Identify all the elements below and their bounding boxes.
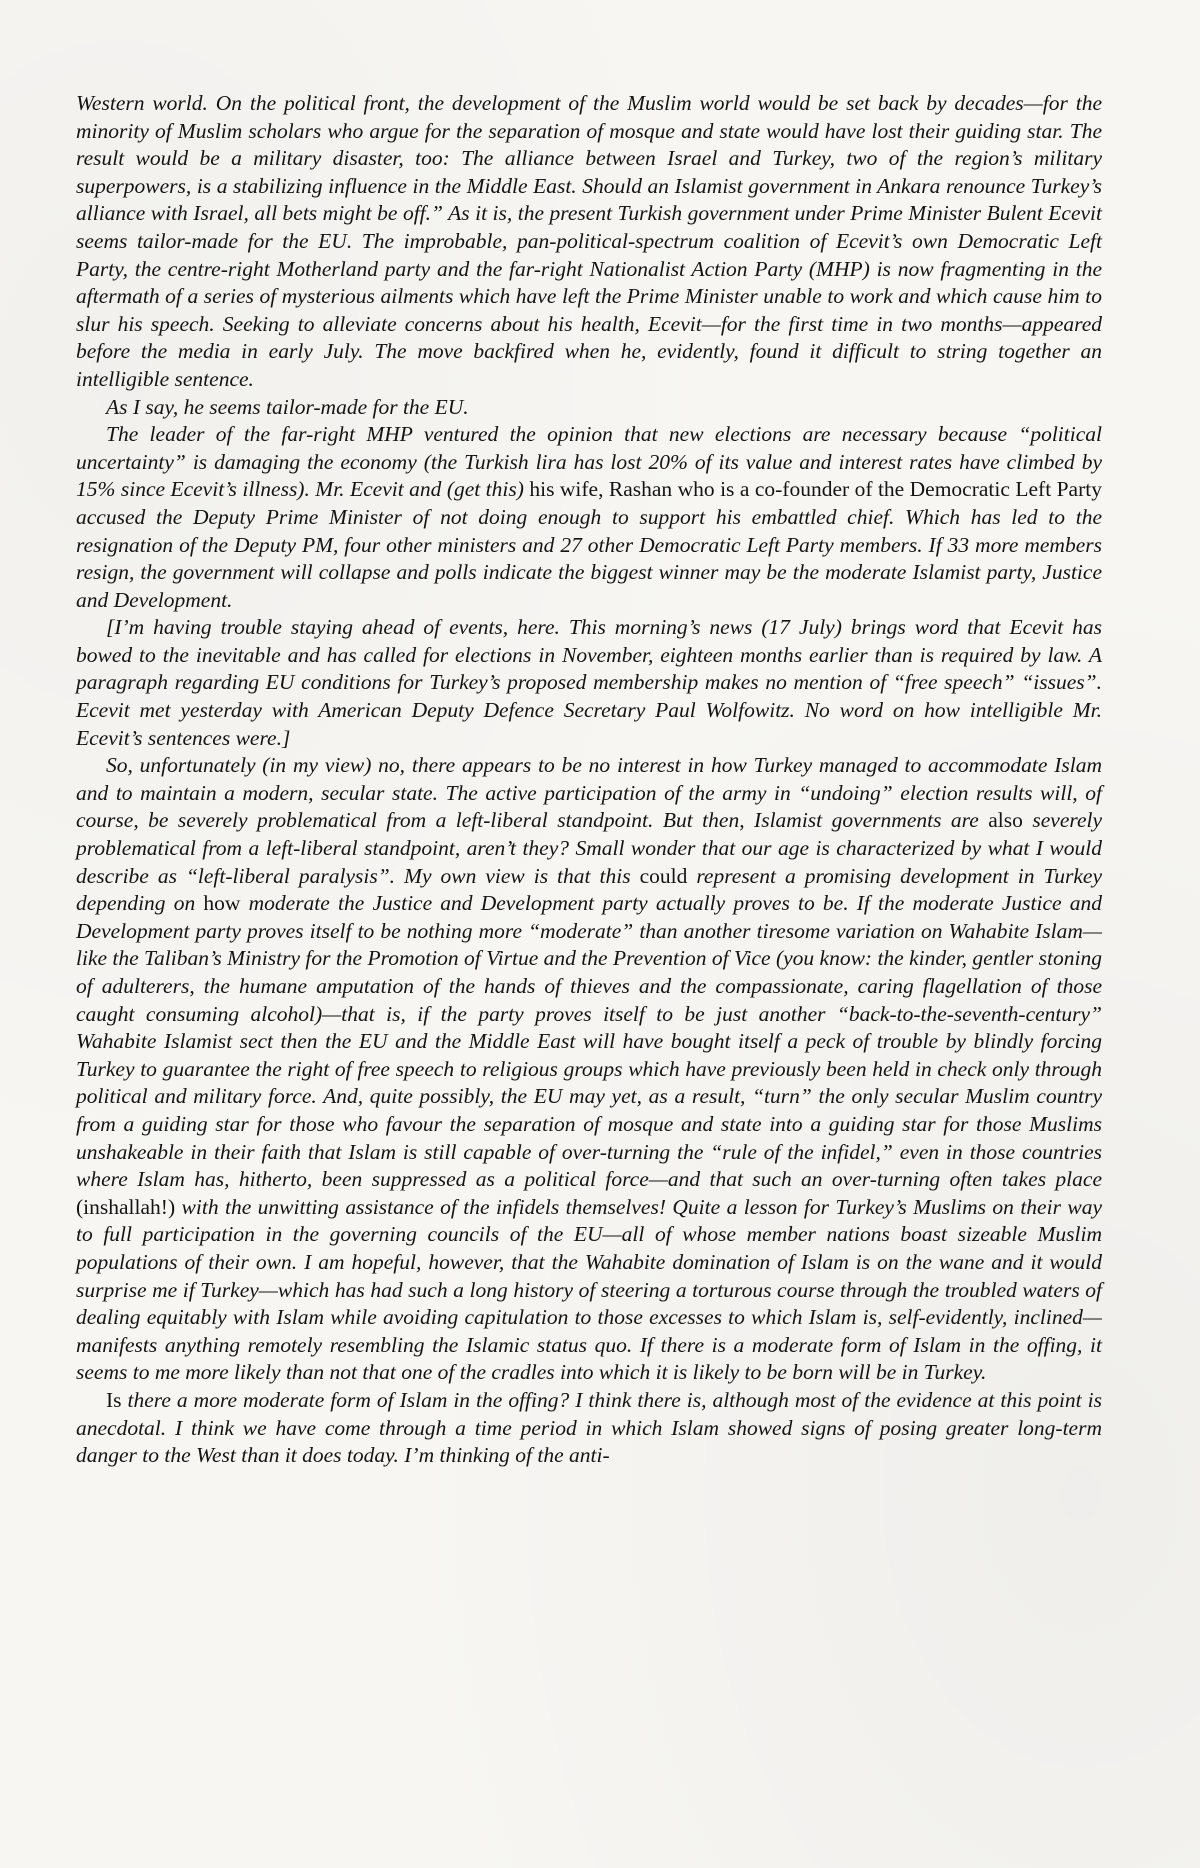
paragraph-4-text: [I’m having trouble staying ahead of events, here. This morning’s news (17 July) brings word that Ecevit has bowed to the inevitable and has called for elections in November, eighteen months earlier than is required by law. A paragraph regarding EU conditions for Turkey’s proposed membership makes no mention of “free speech” “issues”. Ecevit met yesterday with American Deputy Defence Secretary Paul Wolfowitz. No word on how intelligible Mr. Ecevit’s sentences were.] [76, 615, 1102, 750]
paragraph-6-segment-1: Is [106, 1387, 128, 1412]
paragraph-5-segment-1: So, unfortunately (in my view) no, there appears to be no interest in how Turkey managed to accommodate Islam and to maintain a modern, secular state. The active participation of the army in “undoing” election results will, of course, be severely problematical from a left-liberal standpoint. But then, Islamist governments are [76, 753, 1102, 833]
paragraph-1-text: Western world. On the political front, the development of the Muslim world would be set back by decades—for the minority of Muslim scholars who argue for the separation of mosque and state would have lost their guiding star. The result would be a military disaster, too: The alliance between Israel and Turkey, two of the region’s military superpowers, is a stabilizing influence in the Middle East. Should an Islamist government in Ankara renounce Turkey’s alliance with Israel, all bets might be off.” As it is, the present Turkish government under Prime Minister Bulent Ecevit seems tailor-made for the EU. The improbable, pan-political-spectrum coalition of Ecevit’s own Democratic Left Party, the centre-right Motherland party and the far-right Nationalist Action Party (MHP) is now fragmenting in the aftermath of a series of mysterious ailments which have left the Prime Minister unable to work and which cause him to slur his speech. Seeking to alleviate concerns about his health, Ecevit—for the first time in two months—appeared before the media in early July. The move backfired when he, evidently, found it difficult to string together an intelligible sentence. [76, 91, 1102, 391]
paragraph-5 [76, 752, 1102, 1387]
paragraph-4 [76, 614, 1102, 752]
paragraph-5-segment-7: moderate the Justice and Development party actually proves to be. If the moderate Justice and Development party proves itself to be nothing more “moderate” than another tiresome variation on Wahabite Islam—like the Taliban’s Ministry for the Promotion of Virtue and the Prevention of Vice (you know: the kinder, gentler stoning of adulterers, the humane amputation of the hands of thieves and the compassionate, caring flagellation of those caught consuming alcohol)—that is, if the party proves itself to be just another “back-to-the-seventh-century” Wahabite Islamist sect then the EU and the Middle East will have bought itself a peck of trouble by blindly forcing Turkey to guarantee the right of free speech to religious groups which have previously been held in check only through political and military force. And, quite possibly, the EU may yet, as a result, “turn” the only secular Muslim country from a guiding star for those who favour the separation of mosque and state into a guiding star for those Muslims unshakeable in their faith that Islam is still capable of over-turning the “rule of the infidel,” even in those countries where Islam has, hitherto, been suppressed as a political force—and that such an over-turning often takes place [76, 891, 1102, 1192]
paragraph-5-segment-5: represent a promising development in Turkey depending on [76, 863, 1102, 916]
paragraph-5-segment-9: with the unwitting assistance of the infidels themselves! Quite a lesson for Turkey’s Muslims on their way to full participation in the governing councils of the EU—all of whose member nations boast sizeable Muslim populations of their own. I am hopeful, however, that the Wahabite domination of Islam is on the wane and it would surprise me if Turkey—which has had such a long history of steering a torturous course through the troubled waters of dealing equitably with Islam while avoiding capitulation to those excesses to which Islam is, self-evidently, inclined—manifests anything remotely resembling the Islamic status quo. If there is a moderate form of Islam in the offing, it seems to me more likely than not that one of the cradles into which it is likely to be born will be in Turkey. [76, 1194, 1102, 1385]
paragraph-1 [76, 90, 1102, 394]
paragraph-6-segment-2: there a more moderate form of Islam in the offing? I think there is, although most of the evidence at this point is anecdotal. I think we have come through a time period in which Islam showed signs of posing greater long-term danger to the West than it does today. I’m thinking of the anti- [76, 1387, 1102, 1468]
paragraph-5-segment-2: also [988, 808, 1033, 833]
paragraph-5-segment-3: severely problematical from a left-liberal standpoint, aren’t they? Small wonder that our age is characterized by what I would describe as “left-liberal paralysis”. My own view is that this [76, 808, 1102, 888]
paragraph-5-segment-4: could [639, 863, 697, 888]
paragraph-2 [76, 394, 1102, 422]
paragraph-2-text: As I say, he seems tailor-made for the EU. [106, 394, 469, 419]
paragraph-3-segment-2: his wife, Rashan who is a co-founder of the Democratic Left Party [529, 477, 1102, 502]
paragraph-3 [76, 421, 1102, 614]
text-column [76, 90, 1102, 1470]
paragraph-3-segment-3: accused the Deputy Prime Minister of not doing enough to support his embattled chief. Which has led to the resignation of the Deputy PM, four other ministers and 27 other Democratic Left Party members. If 33 more members resign, the government will collapse and polls indicate the biggest winner may be the moderate Islamist party, Justice and Development. [76, 504, 1102, 612]
paragraph-6 [76, 1387, 1102, 1470]
paragraph-5-segment-8: (inshallah!) [76, 1194, 182, 1219]
paragraph-5-segment-6: how [203, 891, 249, 916]
paragraph-3-segment-1: The leader of the far-right MHP ventured the opinion that new elections are necessary because “political uncertainty” is damaging the economy (the Turkish lira has lost 20% of its value and interest rates have climbed by 15% since Ecevit’s illness). Mr. Ecevit and (get this) [76, 422, 1102, 502]
